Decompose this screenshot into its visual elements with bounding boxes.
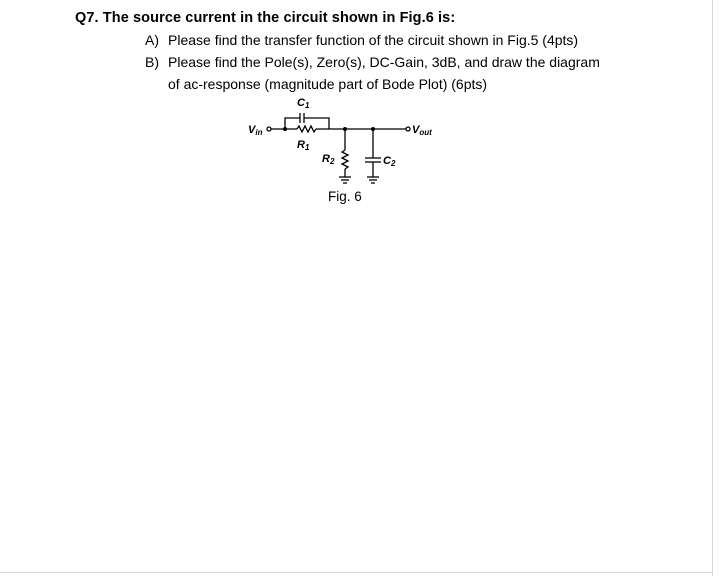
figure-caption: Fig. 6 <box>328 189 362 204</box>
item-a-marker: A) <box>145 32 159 48</box>
item-b-marker: B) <box>145 54 159 70</box>
c1-label: C1 <box>297 97 310 110</box>
junction-dot-left <box>283 127 287 131</box>
resistor-r1 <box>297 126 316 132</box>
vout-label: Vout <box>412 124 432 137</box>
r2-label: R2 <box>322 153 335 166</box>
resistor-r2 <box>342 150 348 169</box>
ground-icon-c2 <box>367 177 379 183</box>
junction-dot-c2 <box>371 127 375 131</box>
item-b-text: Please find the Pole(s), Zero(s), DC-Gain, 3dB, and draw the diagram <box>168 54 600 70</box>
vin-label: Vin <box>248 124 263 137</box>
vout-terminal <box>406 127 410 131</box>
item-b-continuation: of ac-response (magnitude part of Bode Plot) (6pts) <box>168 76 488 92</box>
item-a-text: Please find the transfer function of the circuit shown in Fig.5 (4pts) <box>168 32 579 48</box>
c1-right-lead <box>304 118 329 129</box>
junction-dot-r2 <box>343 127 347 131</box>
c2-label: C2 <box>383 155 396 168</box>
vin-terminal <box>267 127 271 131</box>
r1-label: R1 <box>297 139 310 152</box>
question-title: Q7. The source current in the circuit shown in Fig.6 is: <box>75 10 456 26</box>
ground-icon-r2 <box>339 177 351 183</box>
